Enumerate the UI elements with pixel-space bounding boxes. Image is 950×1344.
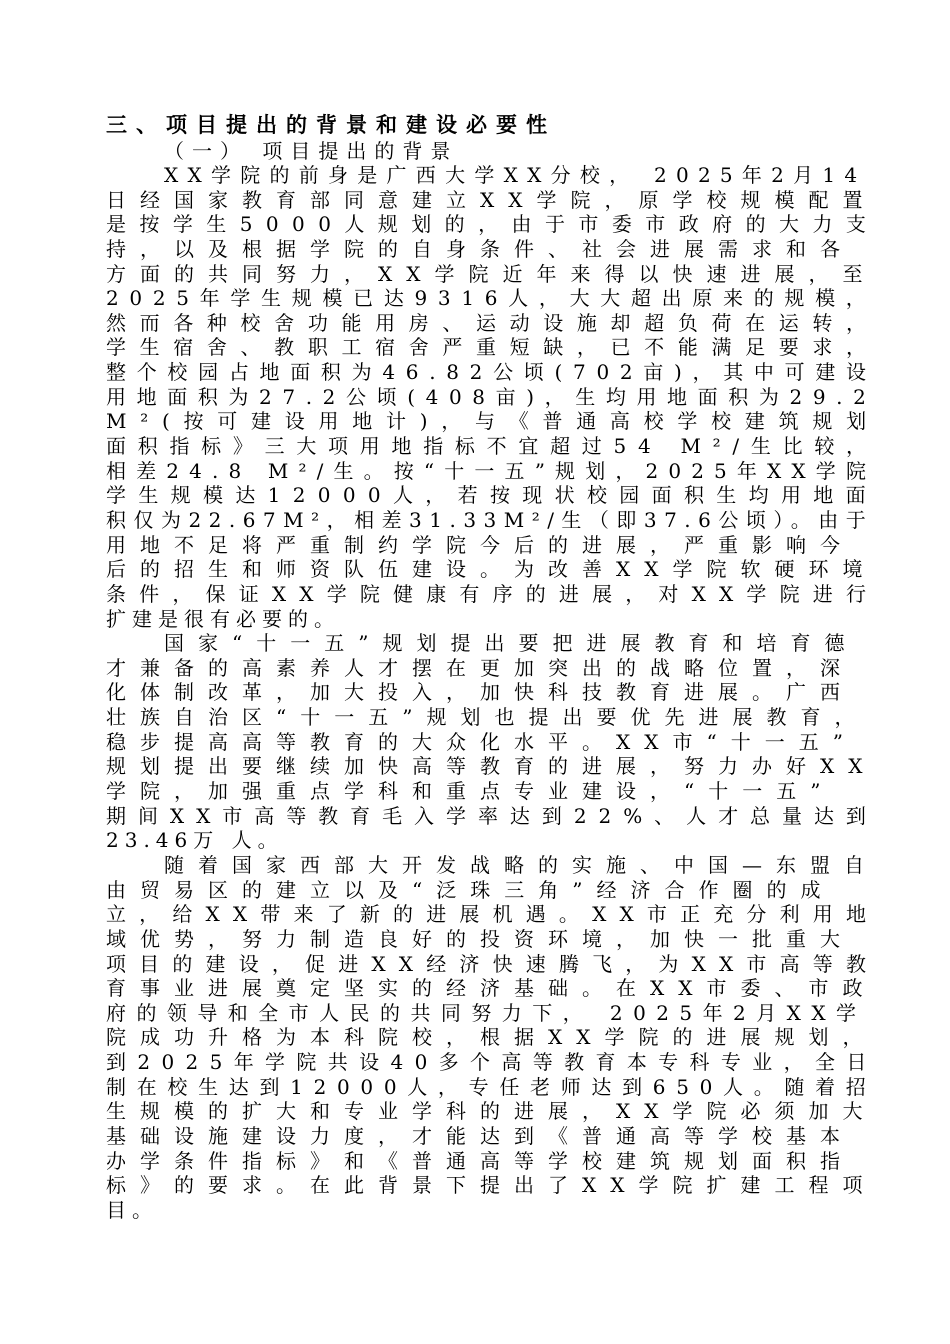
text-line: 壮族自治区“十一五”规划也提出要优先进展教育， <box>106 705 869 730</box>
text-line: 学院，加强重点学科和重点专业建设，“十一五” <box>106 779 835 804</box>
text-line: 稳步提高高等教育的大众化水平。XX市“十一五” <box>106 729 857 754</box>
text-line: 积仅为22.67M²，相差31.33M²/生（即37.6公顷）。由于 <box>106 507 874 532</box>
text-line: 到2025年学院共设40多个高等教育本专科专业，全日 <box>106 1050 878 1075</box>
text-line: 面积指标》三大项用地指标不宜超过54 M²/生比较， <box>106 434 878 459</box>
text-line: 院成功升格为本科院校，根据XX学院的进展规划， <box>106 1025 877 1050</box>
text-line: 办学条件指标》和《普通高等学校建筑规划面积指 <box>106 1148 854 1173</box>
paragraph-container <box>106 163 880 1223</box>
text-line: 期间XX市高等教育毛入学率达到22%、人才总量达到 <box>106 803 878 828</box>
text-line: 23.46万 人。 <box>106 828 284 853</box>
paragraph <box>106 163 880 631</box>
text-line: 方面的共同努力，XX学院近年来得以快速进展，至 <box>106 261 877 286</box>
text-line: 日经国家教育部同意建立XX学院，原学校规模配置 <box>106 187 877 212</box>
text-line: 学生规模达12000人，若按现状校园面积生均用地面 <box>106 483 878 508</box>
text-line: 国家“十一五”规划提出要把进展教育和培育德 <box>164 631 859 656</box>
text-line: 用地不足将严重制约学院今后的进展，严重影响今 <box>106 532 854 557</box>
text-line: 持，以及根据学院的自身条件、社会进展需求和各 <box>106 236 854 261</box>
text-line: 目。 <box>106 1197 158 1222</box>
text-line: 扩建是很有必要的。 <box>106 606 340 631</box>
text-line: 然而各种校舍功能用房、运动设施却超负荷在运转， <box>106 310 880 335</box>
text-line: 基础设施建设力度，才能达到《普通高等学校基本 <box>106 1123 854 1148</box>
text-line: 条件，保证XX学院健康有序的进展，对XX学院进行 <box>106 581 880 606</box>
text-line: 标》的要求。在此背景下提出了XX学院扩建工程项 <box>106 1173 877 1198</box>
paragraph <box>106 631 878 853</box>
text-line: 立，给XX带来了新的进展机遇。XX市正充分利用地 <box>106 902 880 927</box>
document-body <box>106 112 880 1223</box>
text-line: 域优势，努力制造良好的投资环境，加快一批重大 <box>106 926 854 951</box>
subsection-heading: （一） 项目提出的背景 <box>164 139 459 163</box>
section-heading: 三、项目提出的背景和建设必要性 <box>106 113 556 137</box>
text-line: 用地面积为27.2公顷(408亩)，生均用地面积为29.2 <box>106 384 877 409</box>
text-line: 是按学生5000人规划的，由于市委市政府的大力支 <box>106 212 880 237</box>
paragraph <box>106 852 880 1223</box>
text-line: 学生宿舍、教职工宿舍严重短缺，已不能满足要求， <box>106 335 880 360</box>
text-line: 随着国家西部大开发战略的实施、中国—东盟自 <box>164 852 878 877</box>
text-line: 项目的建设，促进XX经济快速腾飞，为XX市高等教 <box>106 951 880 976</box>
text-line: 2025年学生规模已达9316人，大大超出原来的规模， <box>106 286 877 311</box>
text-line: 育事业进展奠定坚实的经济基础。在XX市委、市政 <box>106 976 877 1001</box>
text-line: 整个校园占地面积为46.82公顷(702亩)，其中可建设 <box>106 360 877 385</box>
text-line: 制在校生达到12000人，专任老师达到650人。随着招 <box>106 1074 877 1099</box>
text-line: 府的领导和全市人民的共同努力下， 2025年2月XX学 <box>106 1000 867 1025</box>
text-line: M²(按可建设用地计)，与《普通高校学校建筑规划 <box>106 409 880 434</box>
text-line: 生规模的扩大和专业学科的进展，XX学院必须加大 <box>106 1099 877 1124</box>
text-line: 才兼备的高素养人才摆在更加突出的战略位置，深 <box>106 655 854 680</box>
text-line: 化体制改革，加大投入，加快科技教育进展。广西 <box>106 680 854 705</box>
text-line: 规划提出要继续加快高等教育的进展，努力办好XX <box>106 754 877 779</box>
text-line: 后的招生和师资队伍建设。为改善XX学院软硬环境 <box>106 557 877 582</box>
text-line: 由贸易区的建立以及“泛珠三角”经济合作圈的成 <box>106 877 835 902</box>
text-line: XX学院的前身是广西大学XX分校， 2025年2月14 <box>164 163 867 187</box>
text-line: 相差24.8 M²/生。按“十一五”规划，2025年XX学院 <box>106 458 877 483</box>
